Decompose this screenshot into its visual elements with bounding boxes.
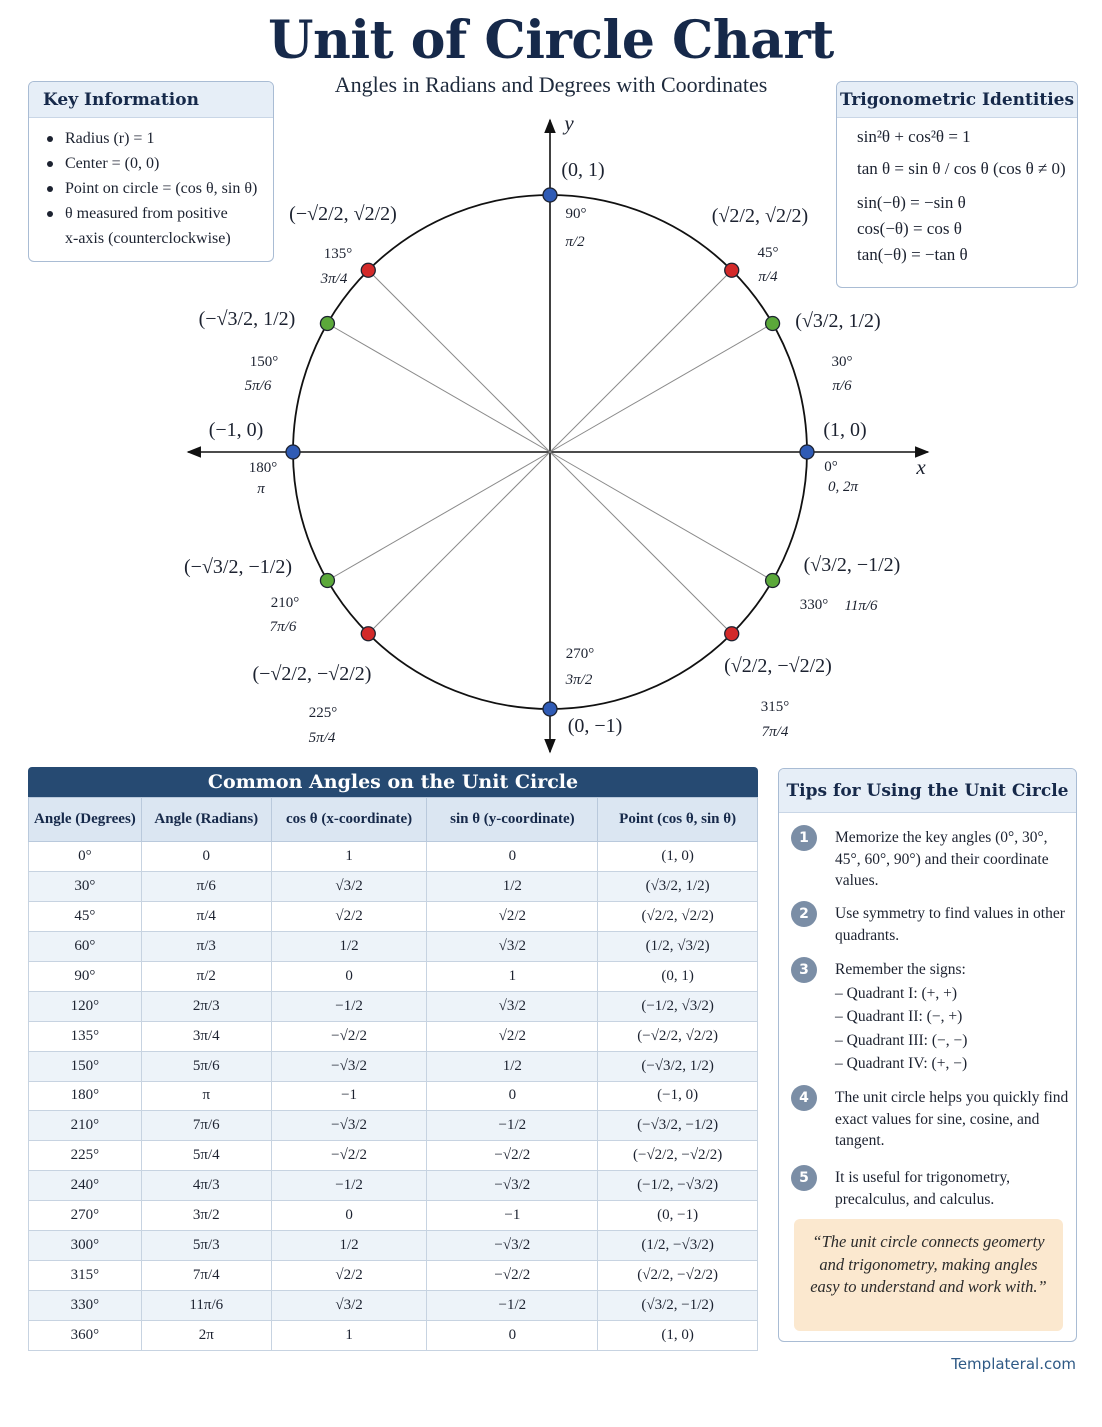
angles-table — [28, 797, 758, 1351]
table-cell: −1/2 — [271, 1171, 427, 1201]
angle-ray — [368, 270, 550, 452]
table-cell: 45° — [29, 901, 142, 931]
trig-identities-title: Trigonometric Identities — [837, 82, 1077, 118]
table-cell: 1 — [271, 1321, 427, 1351]
table-cell: (0, −1) — [598, 1201, 758, 1231]
table-row — [29, 1231, 758, 1261]
table-cell: 0 — [271, 1201, 427, 1231]
table-row — [29, 1201, 758, 1231]
table-cell: 1 — [271, 842, 427, 872]
point-coordinate-label: (−1, 0) — [208, 419, 264, 441]
table-cell: (−1/2, −√3/2) — [598, 1171, 758, 1201]
key-info-item: θ measured from positive — [47, 201, 273, 226]
table-cell: 0° — [29, 842, 142, 872]
table-cell: 30° — [29, 871, 142, 901]
tip-number-badge: 2 — [791, 901, 817, 927]
tip-number-badge: 1 — [791, 825, 817, 851]
degree-label: 90° — [565, 206, 587, 222]
radian-label: π/2 — [565, 234, 585, 250]
angle-point-marker — [543, 702, 557, 716]
table-cell: 0 — [427, 842, 598, 872]
radian-label: 3π/4 — [320, 271, 348, 287]
point-coordinate-label: (−√3/2, 1/2) — [198, 308, 296, 330]
table-cell: π/4 — [141, 901, 271, 931]
table-cell: −1/2 — [271, 991, 427, 1021]
table-cell: −1/2 — [427, 1111, 598, 1141]
angle-point-marker — [543, 188, 557, 202]
table-cell: 1/2 — [271, 931, 427, 961]
table-cell: 7π/6 — [141, 1111, 271, 1141]
table-cell: 11π/6 — [141, 1291, 271, 1321]
tip-main-text: The unit circle helps you quickly find exact values for sine, cosine, and tangent. — [835, 1089, 1069, 1149]
table-cell: 5π/4 — [141, 1141, 271, 1171]
table-cell: 315° — [29, 1261, 142, 1291]
table-row — [29, 1111, 758, 1141]
table-cell: 0 — [427, 1081, 598, 1111]
table-cell: −1 — [427, 1201, 598, 1231]
table-row — [29, 931, 758, 961]
table-row — [29, 842, 758, 872]
key-info-item: Center = (0, 0) — [47, 151, 273, 176]
tip-text — [835, 1087, 1071, 1152]
table-row — [29, 1081, 758, 1111]
radian-label: 5π/6 — [244, 378, 272, 394]
table-cell: −√2/2 — [427, 1261, 598, 1291]
tips-title: Tips for Using the Unit Circle — [779, 769, 1076, 813]
table-header-cell: sin θ (y-coordinate) — [427, 798, 598, 842]
tip-text — [835, 903, 1071, 946]
angle-ray — [550, 270, 732, 452]
table-cell: 2π — [141, 1321, 271, 1351]
table-cell: 0 — [141, 842, 271, 872]
tip-number-badge: 4 — [791, 1085, 817, 1111]
table-cell: √2/2 — [427, 901, 598, 931]
angle-point-marker — [800, 445, 814, 459]
point-coordinate-label: (√2/2, √2/2) — [711, 205, 809, 227]
table-cell: 360° — [29, 1321, 142, 1351]
page-subtitle: Angles in Radians and Degrees with Coordinates — [334, 72, 768, 97]
table-cell: 0 — [427, 1321, 598, 1351]
table-cell: 1/2 — [427, 871, 598, 901]
table-cell: √2/2 — [271, 1261, 427, 1291]
table-header-row — [29, 798, 758, 842]
radian-label: 5π/4 — [308, 730, 336, 746]
table-row — [29, 961, 758, 991]
table-body — [29, 842, 758, 1351]
table-cell: (1, 0) — [598, 842, 758, 872]
table-cell: 225° — [29, 1141, 142, 1171]
angle-point-marker — [286, 445, 300, 459]
tip-main-text: Memorize the key angles (0°, 30°, 45°, 60°, 90°) and their coordinate values. — [835, 829, 1049, 889]
table-cell: (1/2, √3/2) — [598, 931, 758, 961]
table-row — [29, 1291, 758, 1321]
quadrant-sign: – Quadrant III: (−, −) — [835, 1031, 968, 1049]
table-cell: (−1/2, √3/2) — [598, 991, 758, 1021]
angle-point-marker — [725, 627, 739, 641]
table-cell: −1/2 — [427, 1291, 598, 1321]
radian-label: 0, 2π — [827, 479, 859, 495]
table-cell: 2π/3 — [141, 991, 271, 1021]
degree-label: 330° — [799, 597, 829, 613]
table-header-cell: Point (cos θ, sin θ) — [598, 798, 758, 842]
table-cell: 1 — [427, 961, 598, 991]
table-cell: 1/2 — [271, 1231, 427, 1261]
table-cell: −√2/2 — [427, 1141, 598, 1171]
table-row — [29, 871, 758, 901]
tip-text — [835, 827, 1071, 892]
point-coordinate-label: (−√2/2, −√2/2) — [252, 663, 372, 685]
table-title: Common Angles on the Unit Circle — [28, 767, 758, 797]
quadrant-sign: – Quadrant I: (+, +) — [835, 984, 958, 1002]
quote-box: “The unit circle connects geomerty and trigonometry, making angles easy to understand and work with.” — [794, 1219, 1063, 1331]
tips-box — [778, 768, 1077, 1342]
identity-item: tan θ = sin θ / cos θ (cos θ ≠ 0) — [857, 159, 1066, 178]
key-information-title: Key Information — [29, 82, 273, 118]
table-cell: (0, 1) — [598, 961, 758, 991]
table-row — [29, 1021, 758, 1051]
table-cell: (1/2, −√3/2) — [598, 1231, 758, 1261]
table-cell: (−√2/2, √2/2) — [598, 1021, 758, 1051]
radian-label: π — [257, 481, 265, 497]
point-coordinate-label: (0, −1) — [567, 715, 623, 737]
identity-item: sin(−θ) = −sin θ — [857, 193, 966, 212]
point-coordinate-label: (−√2/2, √2/2) — [289, 203, 397, 225]
point-coordinate-label: (√2/2, −√2/2) — [724, 655, 832, 677]
table-cell: 3π/4 — [141, 1021, 271, 1051]
table-cell: π — [141, 1081, 271, 1111]
table-cell: −√2/2 — [271, 1141, 427, 1171]
angle-point-marker — [766, 574, 780, 588]
table-cell: 180° — [29, 1081, 142, 1111]
table-cell: 60° — [29, 931, 142, 961]
degree-label: 210° — [270, 595, 300, 611]
table-cell: −√3/2 — [271, 1051, 427, 1081]
angle-ray — [550, 452, 773, 581]
table-row — [29, 1171, 758, 1201]
radian-label: 7π/4 — [761, 724, 789, 740]
degree-label: 180° — [248, 460, 278, 476]
table-row — [29, 991, 758, 1021]
common-angles-table — [28, 767, 758, 1351]
degree-label: 0° — [824, 459, 838, 475]
angle-ray — [550, 324, 773, 453]
angle-point-marker — [361, 263, 375, 277]
tip-text — [835, 1167, 1071, 1210]
tip-number-badge: 5 — [791, 1165, 817, 1191]
table-cell: −√3/2 — [427, 1171, 598, 1201]
table-cell: 1/2 — [427, 1051, 598, 1081]
table-row — [29, 1261, 758, 1291]
table-header-cell: Angle (Degrees) — [29, 798, 142, 842]
table-cell: (1, 0) — [598, 1321, 758, 1351]
angle-ray — [327, 452, 550, 581]
degree-label: 150° — [249, 354, 279, 370]
table-cell: (√3/2, −1/2) — [598, 1291, 758, 1321]
table-header-cell: cos θ (x-coordinate) — [271, 798, 427, 842]
point-coordinate-label: (1, 0) — [823, 419, 867, 441]
table-cell: √2/2 — [271, 901, 427, 931]
tip-main-text: Remember the signs: — [835, 961, 966, 978]
table-cell: √3/2 — [271, 1291, 427, 1321]
key-info-item: Point on circle = (cos θ, sin θ) — [47, 176, 273, 201]
page-title: Unit of Circle Chart — [268, 10, 834, 71]
radian-label: π/6 — [832, 378, 852, 394]
identity-item: sin²θ + cos²θ = 1 — [857, 127, 971, 146]
table-cell: 120° — [29, 991, 142, 1021]
point-coordinate-label: (√3/2, 1/2) — [795, 310, 881, 332]
radian-label: 3π/2 — [565, 672, 593, 688]
angle-ray — [327, 324, 550, 453]
table-cell: π/2 — [141, 961, 271, 991]
table-cell: π/3 — [141, 931, 271, 961]
tip-main-text: It is useful for trigonometry, precalculus, and calculus. — [835, 1169, 1011, 1208]
table-cell: 210° — [29, 1111, 142, 1141]
degree-label: 270° — [565, 646, 595, 662]
table-cell: (−√3/2, 1/2) — [598, 1051, 758, 1081]
angle-ray — [550, 452, 732, 634]
angle-ray — [368, 452, 550, 634]
tip-main-text: Use symmetry to find values in other quadrants. — [835, 905, 1065, 944]
table-header-cell: Angle (Radians) — [141, 798, 271, 842]
table-cell: √2/2 — [427, 1021, 598, 1051]
identity-item: cos(−θ) = cos θ — [857, 219, 962, 238]
angle-point-marker — [320, 574, 334, 588]
point-coordinate-label: (0, 1) — [561, 159, 605, 181]
quadrant-sign: – Quadrant IV: (+, −) — [835, 1055, 968, 1072]
degree-label: 30° — [831, 354, 853, 370]
radian-label: π/4 — [758, 269, 778, 285]
table-row — [29, 1141, 758, 1171]
table-cell: 240° — [29, 1171, 142, 1201]
table-cell: 90° — [29, 961, 142, 991]
table-cell: (−1, 0) — [598, 1081, 758, 1111]
table-cell: (√2/2, −√2/2) — [598, 1261, 758, 1291]
table-cell: π/6 — [141, 871, 271, 901]
y-axis-label: y — [564, 111, 574, 135]
table-cell: 3π/2 — [141, 1201, 271, 1231]
table-cell: (−√2/2, −√2/2) — [598, 1141, 758, 1171]
table-cell: 4π/3 — [141, 1171, 271, 1201]
key-info-item: Radius (r) = 1 — [47, 126, 273, 151]
table-cell: √3/2 — [271, 871, 427, 901]
table-cell: 0 — [271, 961, 427, 991]
degree-label: 45° — [757, 245, 779, 261]
table-cell: 150° — [29, 1051, 142, 1081]
x-axis-label: x — [916, 455, 926, 479]
table-cell: 300° — [29, 1231, 142, 1261]
angle-point-marker — [320, 317, 334, 331]
angle-point-marker — [725, 263, 739, 277]
table-row — [29, 1321, 758, 1351]
unit-circle-diagram — [0, 100, 1102, 765]
table-cell: 5π/6 — [141, 1051, 271, 1081]
point-coordinate-label: (−√3/2, −1/2) — [184, 556, 292, 578]
identity-item: tan(−θ) = −tan θ — [857, 245, 968, 264]
table-row — [29, 1051, 758, 1081]
table-cell: 270° — [29, 1201, 142, 1231]
table-row — [29, 901, 758, 931]
radian-label: 11π/6 — [844, 598, 878, 614]
table-cell: −√3/2 — [271, 1111, 427, 1141]
angle-point-marker — [361, 627, 375, 641]
degree-label: 225° — [308, 705, 338, 721]
table-cell: −1 — [271, 1081, 427, 1111]
table-cell: (−√3/2, −1/2) — [598, 1111, 758, 1141]
table-cell: 330° — [29, 1291, 142, 1321]
table-cell: 5π/3 — [141, 1231, 271, 1261]
table-cell: √3/2 — [427, 931, 598, 961]
tip-number-badge: 3 — [791, 957, 817, 983]
table-cell: √3/2 — [427, 991, 598, 1021]
angle-point-marker — [766, 317, 780, 331]
table-cell: −√2/2 — [271, 1021, 427, 1051]
radian-label: 7π/6 — [269, 619, 297, 635]
table-cell: −√3/2 — [427, 1231, 598, 1261]
footer-brand: Templateral.com — [951, 1355, 1076, 1373]
degree-label: 135° — [323, 246, 353, 262]
table-cell: (√2/2, √2/2) — [598, 901, 758, 931]
table-cell: 135° — [29, 1021, 142, 1051]
quadrant-sign: – Quadrant II: (−, +) — [835, 1008, 963, 1025]
key-info-item: x-axis (counterclockwise) — [65, 230, 231, 247]
degree-label: 315° — [760, 699, 790, 715]
tip-text — [835, 959, 1071, 1075]
point-coordinate-label: (√3/2, −1/2) — [803, 554, 901, 576]
table-cell: (√3/2, 1/2) — [598, 871, 758, 901]
table-cell: 7π/4 — [141, 1261, 271, 1291]
